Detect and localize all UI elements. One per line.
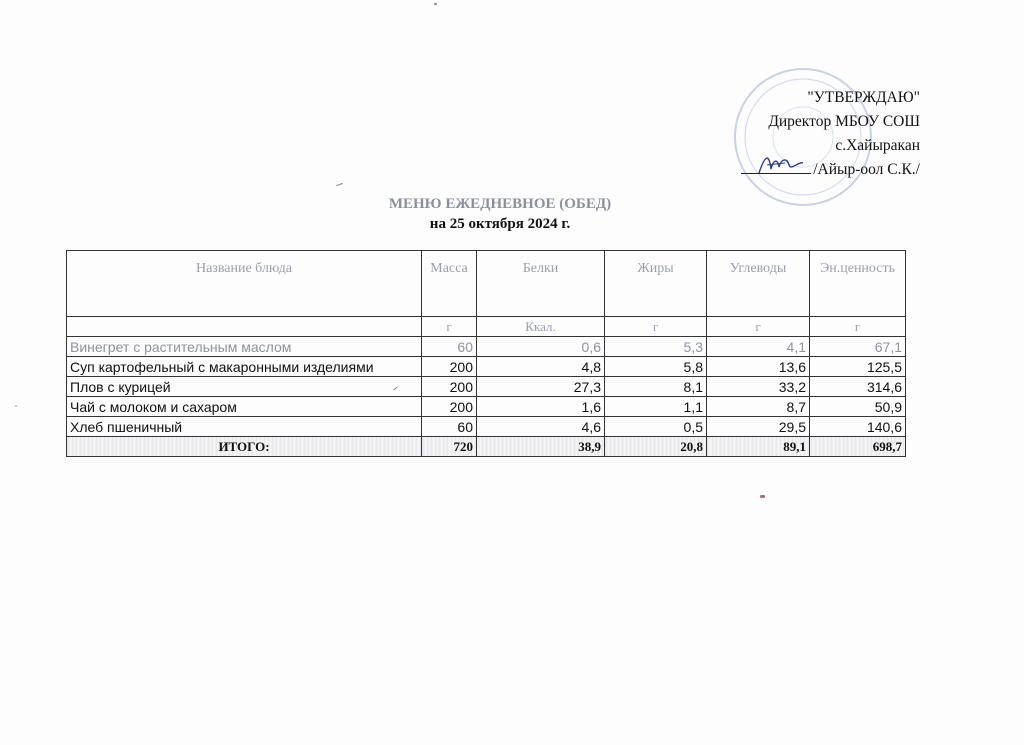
table-row xyxy=(67,377,906,397)
signature-line xyxy=(741,159,811,174)
table-row xyxy=(67,397,906,417)
total-proteins: 38,9 xyxy=(477,437,605,457)
title-line-1: МЕНЮ ЕЖЕДНЕВНОЕ (ОБЕД) xyxy=(388,196,612,212)
dish-mass: 200 xyxy=(422,377,477,397)
total-row xyxy=(67,437,906,457)
dish-name: Суп картофельный с макаронными изделиями xyxy=(67,357,422,377)
total-carbs: 89,1 xyxy=(707,437,810,457)
dish-name: Чай с молоком и сахаром xyxy=(67,397,422,417)
approval-block xyxy=(741,86,920,182)
table-row xyxy=(67,357,906,377)
header-fats: Жиры xyxy=(605,251,707,317)
handwritten-signature xyxy=(755,151,805,179)
header-mass: Масса xyxy=(422,251,477,317)
unit-name xyxy=(67,317,422,337)
dish-mass: 60 xyxy=(422,337,477,357)
dish-proteins: 4,8 xyxy=(477,357,605,377)
unit-energy: г xyxy=(810,317,906,337)
table-header-row xyxy=(67,251,906,317)
approval-position: Директор МБОУ СОШ xyxy=(768,113,920,130)
header-name: Название блюда xyxy=(67,251,422,317)
title-line-2: на 25 октября 2024 г. xyxy=(429,216,571,232)
dish-fats: 5,8 xyxy=(605,357,707,377)
dish-energy: 314,6 xyxy=(810,377,906,397)
header-carbs: Углеводы xyxy=(707,251,810,317)
table-row xyxy=(67,417,906,437)
total-label: ИТОГО: xyxy=(67,437,422,457)
dish-energy: 140,6 xyxy=(810,417,906,437)
dish-proteins: 4,6 xyxy=(477,417,605,437)
approval-place: с.Хайыракан xyxy=(835,137,920,154)
dish-name: Хлеб пшеничный xyxy=(67,417,422,437)
dish-carbs: 29,5 xyxy=(707,417,810,437)
dish-energy: 125,5 xyxy=(810,357,906,377)
unit-mass: г xyxy=(422,317,477,337)
dish-name: Винегрет с растительным маслом xyxy=(67,337,422,357)
dish-fats: 1,1 xyxy=(605,397,707,417)
dish-mass: 200 xyxy=(422,397,477,417)
header-energy: Эн.ценность xyxy=(810,251,906,317)
unit-carbs: г xyxy=(707,317,810,337)
dish-fats: 0,5 xyxy=(605,417,707,437)
unit-proteins: Ккал. xyxy=(477,317,605,337)
dish-mass: 200 xyxy=(422,357,477,377)
dish-fats: 5,3 xyxy=(605,337,707,357)
dish-carbs: 13,6 xyxy=(707,357,810,377)
approval-heading: "УТВЕРЖДАЮ" xyxy=(807,89,920,106)
total-energy: 698,7 xyxy=(810,437,906,457)
dish-energy: 67,1 xyxy=(810,337,906,357)
table-row xyxy=(67,337,906,357)
signature-row xyxy=(741,158,920,182)
dish-name: Плов с курицей xyxy=(67,377,422,397)
total-mass: 720 xyxy=(422,437,477,457)
dish-proteins: 0,6 xyxy=(477,337,605,357)
dish-proteins: 1,6 xyxy=(477,397,605,417)
total-fats: 20,8 xyxy=(605,437,707,457)
dish-fats: 8,1 xyxy=(605,377,707,397)
dish-energy: 50,9 xyxy=(810,397,906,417)
menu-table xyxy=(66,250,906,457)
document-title xyxy=(300,194,700,234)
dish-carbs: 4,1 xyxy=(707,337,810,357)
dish-proteins: 27,3 xyxy=(477,377,605,397)
dish-carbs: 33,2 xyxy=(707,377,810,397)
signature-name: /Айыр-оол С.К./ xyxy=(813,161,920,178)
header-proteins: Белки xyxy=(477,251,605,317)
dish-carbs: 8,7 xyxy=(707,397,810,417)
unit-fats: г xyxy=(605,317,707,337)
table-units-row xyxy=(67,317,906,337)
dish-mass: 60 xyxy=(422,417,477,437)
